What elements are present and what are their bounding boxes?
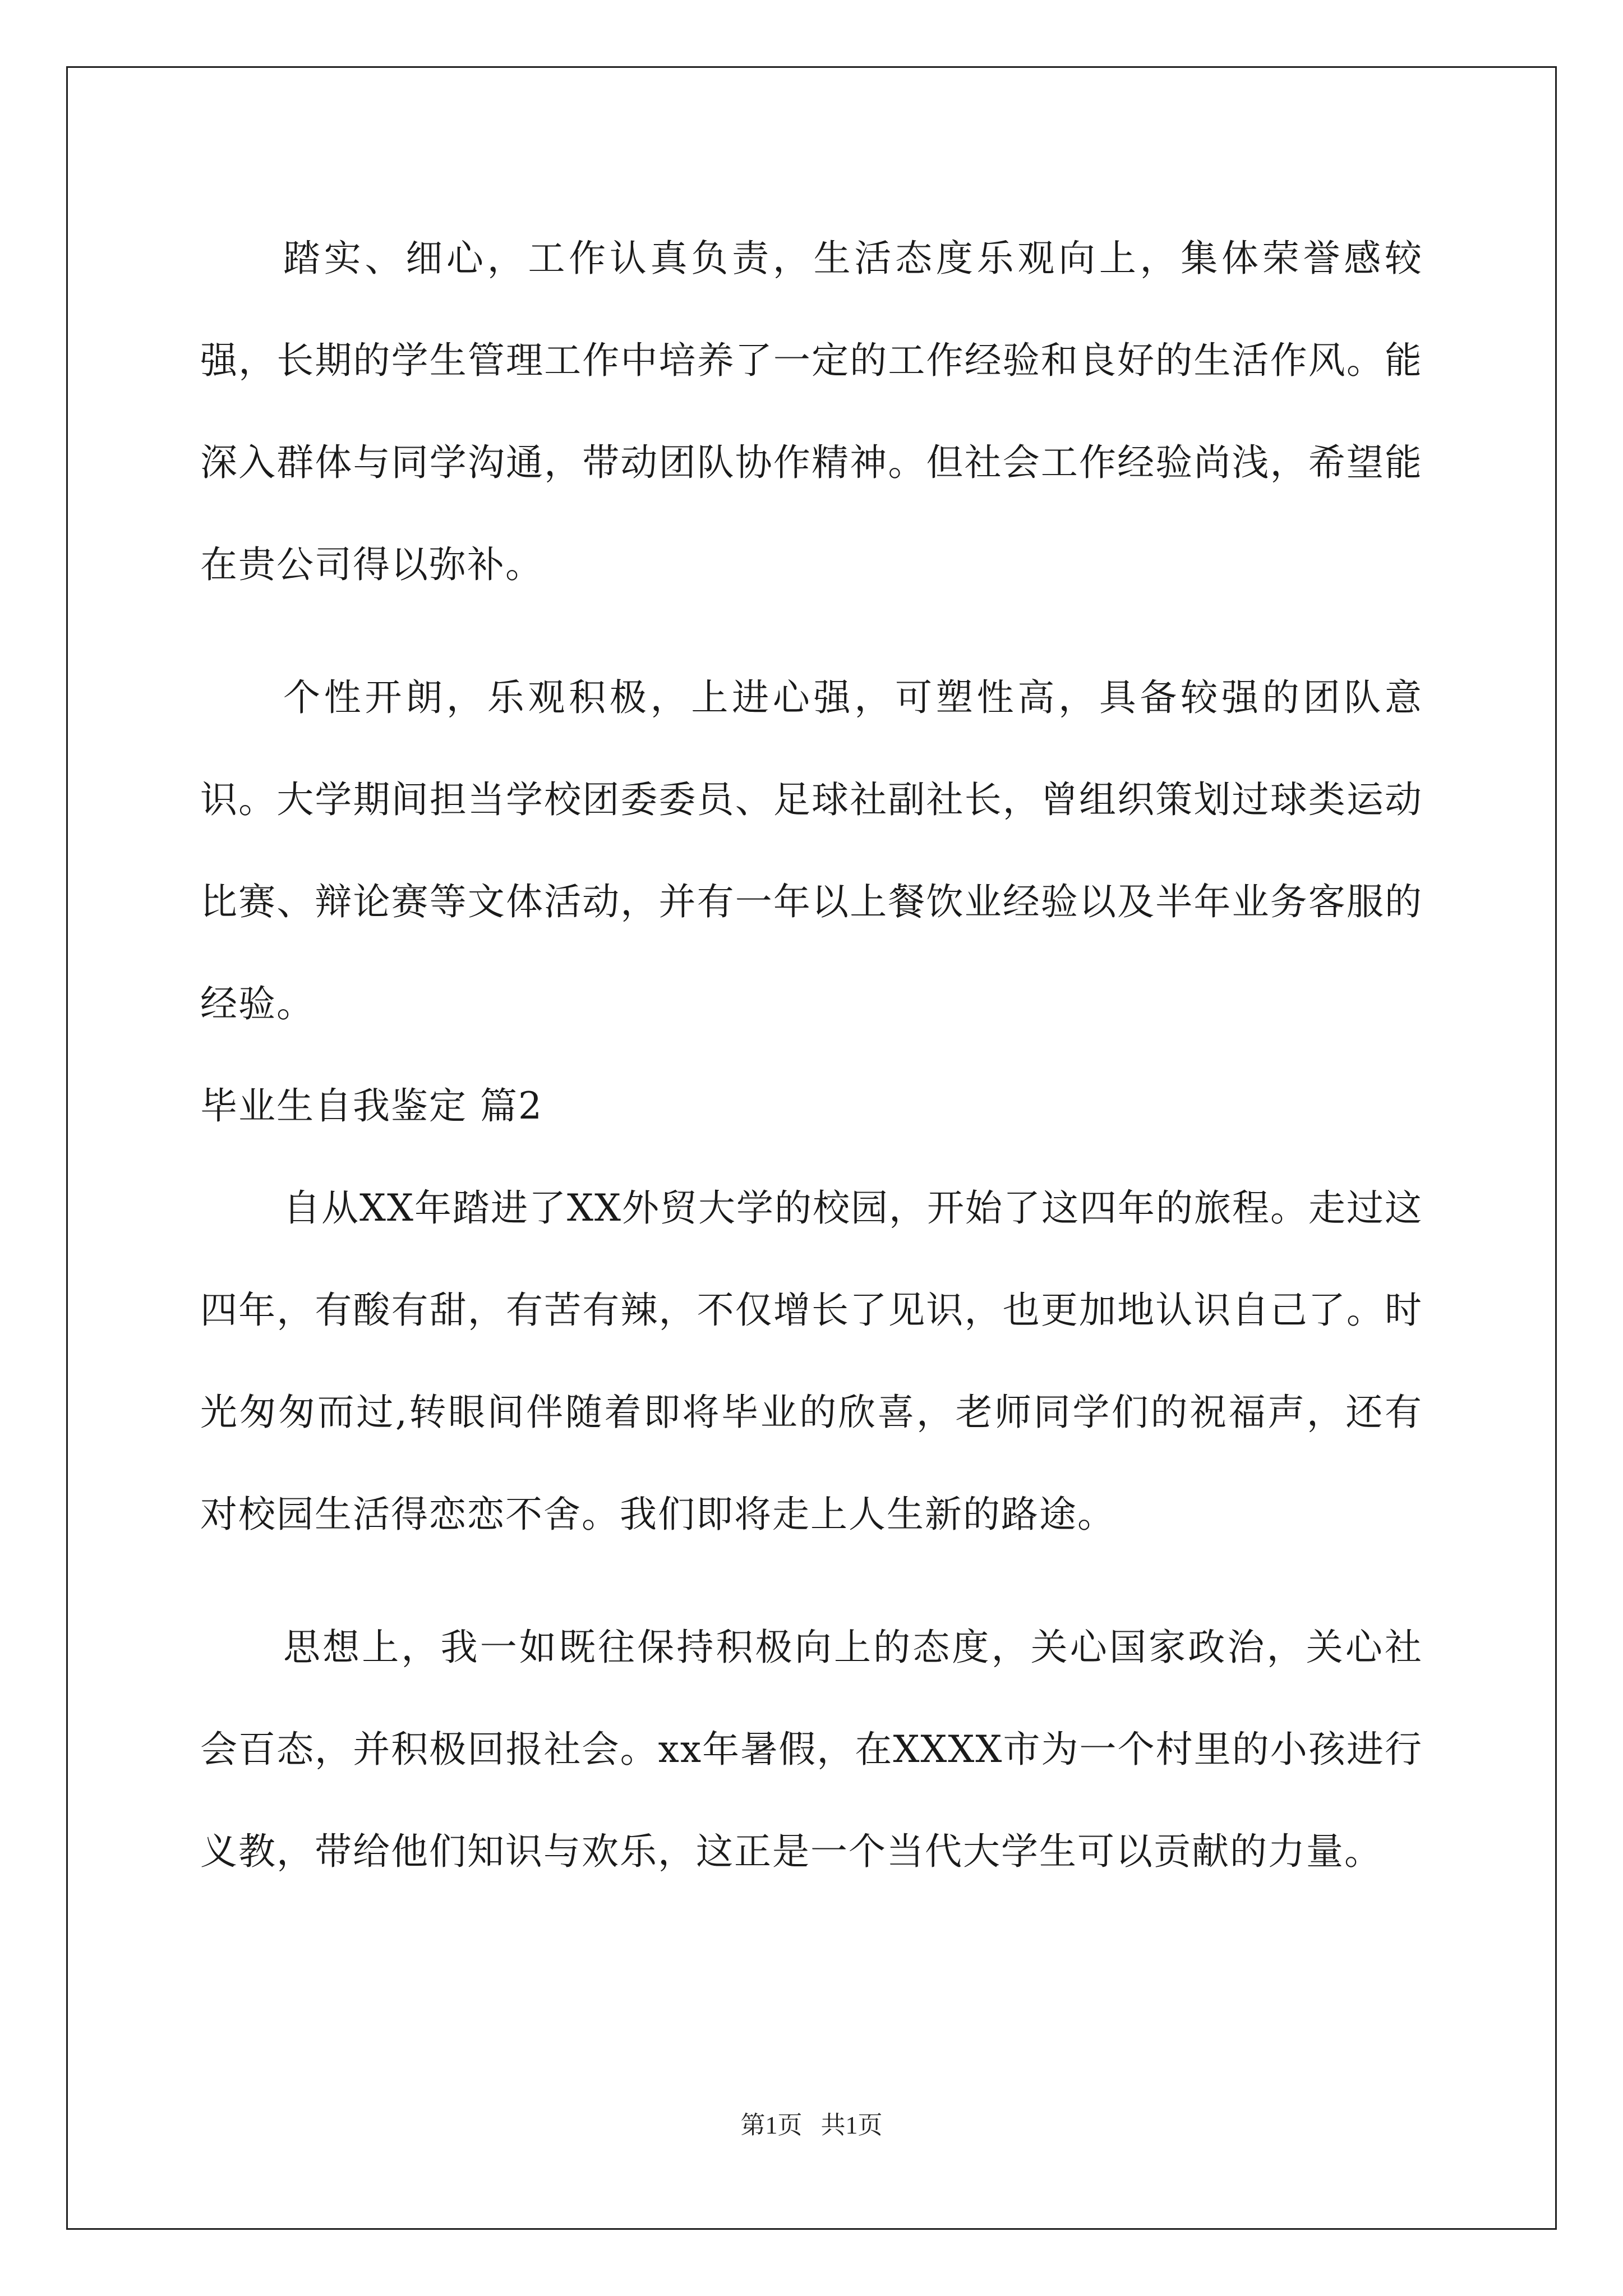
paragraph-1: 踏实、细心，工作认真负责，生活态度乐观向上，集体荣誉感较强，长期的学生管理工作中培养了一定的工作经验和良好的生活作风。能深入群体与同学沟通，带动团队协作精神。但社会工作经验尚浅，希望能在贵公司得以弥补。 <box>200 237 1423 586</box>
paragraph-3: 自从XX年踏进了XX外贸大学的校园，开始了这四年的旅程。走过这四年，有酸有甜，有苦有辣，不仅增长了见识，也更加地认识自己了。时光匆匆而过,转眼间伴随着即将毕业的欣喜，老师同学们的祝福声，还有对校园生活得恋恋不舍。我们即将走上人生新的路途。 <box>200 1186 1423 1536</box>
page-number: 第1页 <box>740 2111 803 2139</box>
page-footer <box>0 2105 1623 2141</box>
paragraph-4: 思想上，我一如既往保持积极向上的态度，关心国家政治，关心社会百态，并积极回报社会。xx年暑假，在XXXX市为一个村里的小孩进行义教，带给他们知识与欢乐，这正是一个当代大学生可以贡献的力量。 <box>200 1626 1423 1873</box>
paragraph-2: 个性开朗，乐观积极，上进心强，可塑性高，具备较强的团队意识。大学期间担当学校团委委员、足球社副社长，曾组织策划过球类运动比赛、辩论赛等文体活动，并有一年以上餐饮业经验以及半年业务客服的经验。 <box>200 676 1423 1025</box>
page-total: 共1页 <box>820 2111 883 2139</box>
section-heading: 毕业生自我鉴定 篇2 <box>200 1084 543 1128</box>
document-body <box>200 208 1423 1903</box>
